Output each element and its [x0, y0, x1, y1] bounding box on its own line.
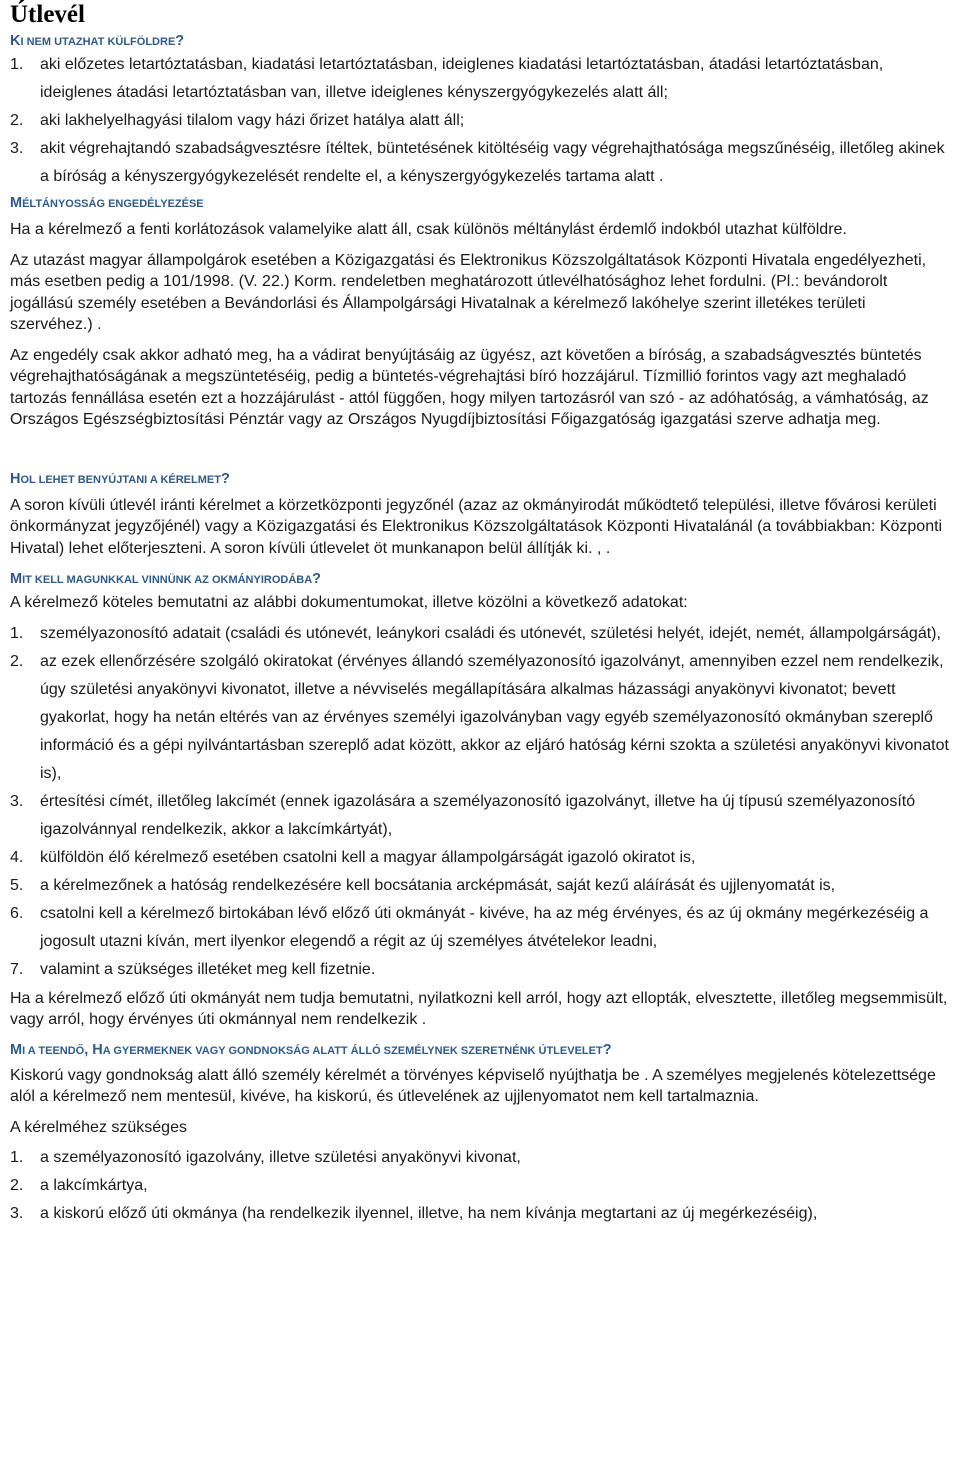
paragraph: Ha a kérelmező a fenti korlátozások valamelyike alatt áll, csak különös méltánylást érdemlő indokból utazhat külföldre.: [10, 221, 847, 238]
list-item: 2. az ezek ellenőrzésére szolgáló okiratokat (érvényes állandó személyazonosító igazolványt, amennyiben ezzel nem rendelkezik, úgy születési anyakönyvi kivonatot, illetve a névviselés megállapítására alkalmas házassági anyakönyvi kivonatot; bevett gyakorlat, hogy ha netán eltérés van az érvényes személyi igazolványban vagy egyéb személyazonosító okmányban szereplő információ és a gépi nyilvántartásban szereplő adat között, akkor az eljáró hatóság kérni szokta a születési anyakönyvi kivonatot is),: [10, 652, 949, 782]
list-item: 1. a személyazonosító igazolvány, illetve születési anyakönyvi kivonat,: [10, 1149, 521, 1166]
paragraph: A kérelméhez szükséges: [10, 1118, 187, 1136]
section-heading: MI A TEENDŐ, HA GYERMEKNEK VAGY GONDNOKSÁG ALATT ÁLLÓ SZEMÉLYNEK SZERETNÉNK ÚTLEVELET?: [10, 1041, 612, 1058]
paragraph: Az engedély csak akkor adható meg, ha a vádirat benyújtásáig az ügyész, azt követően a bíróság, a szabadságvesztés büntetés végrehajthatóságának a megszüntetéséig, pedig a büntetés-végrehajtási bíró hozzájárul. Tízmillió forintos vagy azt meghaladó tartozás fennállása esetén ezt a hozzájárulást - attól függően, hogy milyen tartozásról van szó - az adóhatóság, a vámhatóság, az Országos Egészségbiztosítási Pénztár vagy az Országos Nyugdíjbiztosítási Főigazgatóság igazgatási szerve adhatja meg.: [10, 346, 929, 428]
section-heading: HOL LEHET BENYÚJTANI A KÉRELMET?: [10, 470, 230, 487]
paragraph: Az utazást magyar állampolgárok esetében a Közigazgatási és Elektronikus Közszolgáltatások Központi Hivatala engedélyezheti, más esetben pedig a 101/1998. (V. 22.) Korm. rendeletben meghatározott útlevélhatósághoz lehet fordulni. (Pl.: bevándorolt jogállású személy esetében a Bevándorlási és Állampolgársági Hivatalnak a kérelmező lakóhelye szerint illetékes területi szervéhez.) .: [10, 251, 927, 333]
list-item: 1. aki előzetes letartóztatásban, kiadatási letartóztatásban, ideiglenes kiadatási letartóztatásban, átadási letartóztatásban, ideiglenes átadási letartóztatásban van, illetve ideiglenes kényszergyógykezelés alatt áll;: [10, 56, 884, 101]
list-item: 3. a kiskorú előző úti okmánya (ha rendelkezik ilyennel, illetve, ha nem kívánja megtartani az új megérkezéséig),: [10, 1205, 818, 1222]
paragraph: A soron kívüli útlevél iránti kérelmet a körzetközponti jegyzőnél (azaz az okmányirodát működtető települési, illetve fővárosi kerületi önkormányzat jegyzőjénél) vagy a Közigazgatási és Elektronikus Közszolgáltatások Központi Hivatalánál (a továbbiakban: Központi Hivatal) lehet előterjeszteni. A soron kívüli útlevelet öt munkanapon belül állítják ki. , .: [10, 496, 943, 557]
page-title: Útlevél: [10, 1, 85, 28]
section-heading: KI NEM UTAZHAT KÜLFÖLDRE?: [10, 33, 185, 49]
list-item: 2. a lakcímkártya,: [10, 1177, 148, 1194]
paragraph: A kérelmező köteles bemutatni az alábbi dokumentumokat, illetve közölni a következő adatokat:: [10, 594, 688, 611]
list-item: 4. külföldön élő kérelmező esetében csatolni kell a magyar állampolgárságát igazoló okiratot is,: [10, 848, 696, 866]
documents-list: [10, 620, 950, 984]
list-item: 5. a kérelmezőnek a hatóság rendelkezésére kell bocsátania arcképmását, saját kezű aláírását és ujjlenyomatát is,: [10, 876, 836, 894]
list-item: 2. aki lakhelyelhagyási tilalom vagy házi őrizet hatálya alatt áll;: [10, 112, 465, 129]
list-item: 1. személyazonosító adatait (családi és utónevét, leánykori családi és utónevét, születési helyét, idejét, nemét, állampolgárságát),: [10, 624, 941, 642]
list-item: 3. értesítési címét, illetőleg lakcímét (ennek igazolására a személyazonosító igazolványt, illetve ha új típusú személyazonosító igazolvánnyal rendelkezik, akkor a lakcímkártyát),: [10, 792, 916, 838]
list-item: 7. valamint a szükséges illetéket meg kell fizetnie.: [10, 960, 376, 978]
child-documents-list: [10, 1144, 950, 1228]
section-heading: MIT KELL MAGUNKKAL VINNÜNK AZ OKMÁNYIRODÁBA?: [10, 571, 322, 587]
paragraph: Ha a kérelmező előző úti okmányát nem tudja bemutatni, nyilatkozni kell arról, hogy azt ellopták, elvesztette, illetőleg megsemmisült, vagy arról, hogy érvényes úti okmánnyal nem rendelkezik .: [10, 989, 948, 1028]
list-item: 6. csatolni kell a kérelmező birtokában lévő előző úti okmányát - kivéve, ha az még érvényes, és az új okmány megérkezéséig a jogosult utazni kíván, mert ilyenkor elegendő a régit az új személyes átvételekor leadni,: [10, 904, 929, 950]
list-item: 3. akit végrehajtandó szabadságvesztésre ítéltek, büntetésének kitöltéséig vagy végrehajthatósága megszűnéséig, illetőleg akinek a bíróság a kényszergyógykezelését rendelte el, a kényszergyógykezelés tartama alatt .: [10, 140, 945, 185]
restrictions-list: [10, 51, 950, 191]
section-heading: MÉLTÁNYOSSÁG ENGEDÉLYEZÉSE: [10, 195, 204, 211]
paragraph: Kiskorú vagy gondnokság alatt álló személy kérelmét a törvényes képviselő nyújthatja be . A személyes megjelenés kötelezettsége alól a kérelmező nem mentesül, kivéve, ha kiskorú, és útlevelének az ujjlenyomatot nem kell tartalmaznia.: [10, 1066, 936, 1105]
